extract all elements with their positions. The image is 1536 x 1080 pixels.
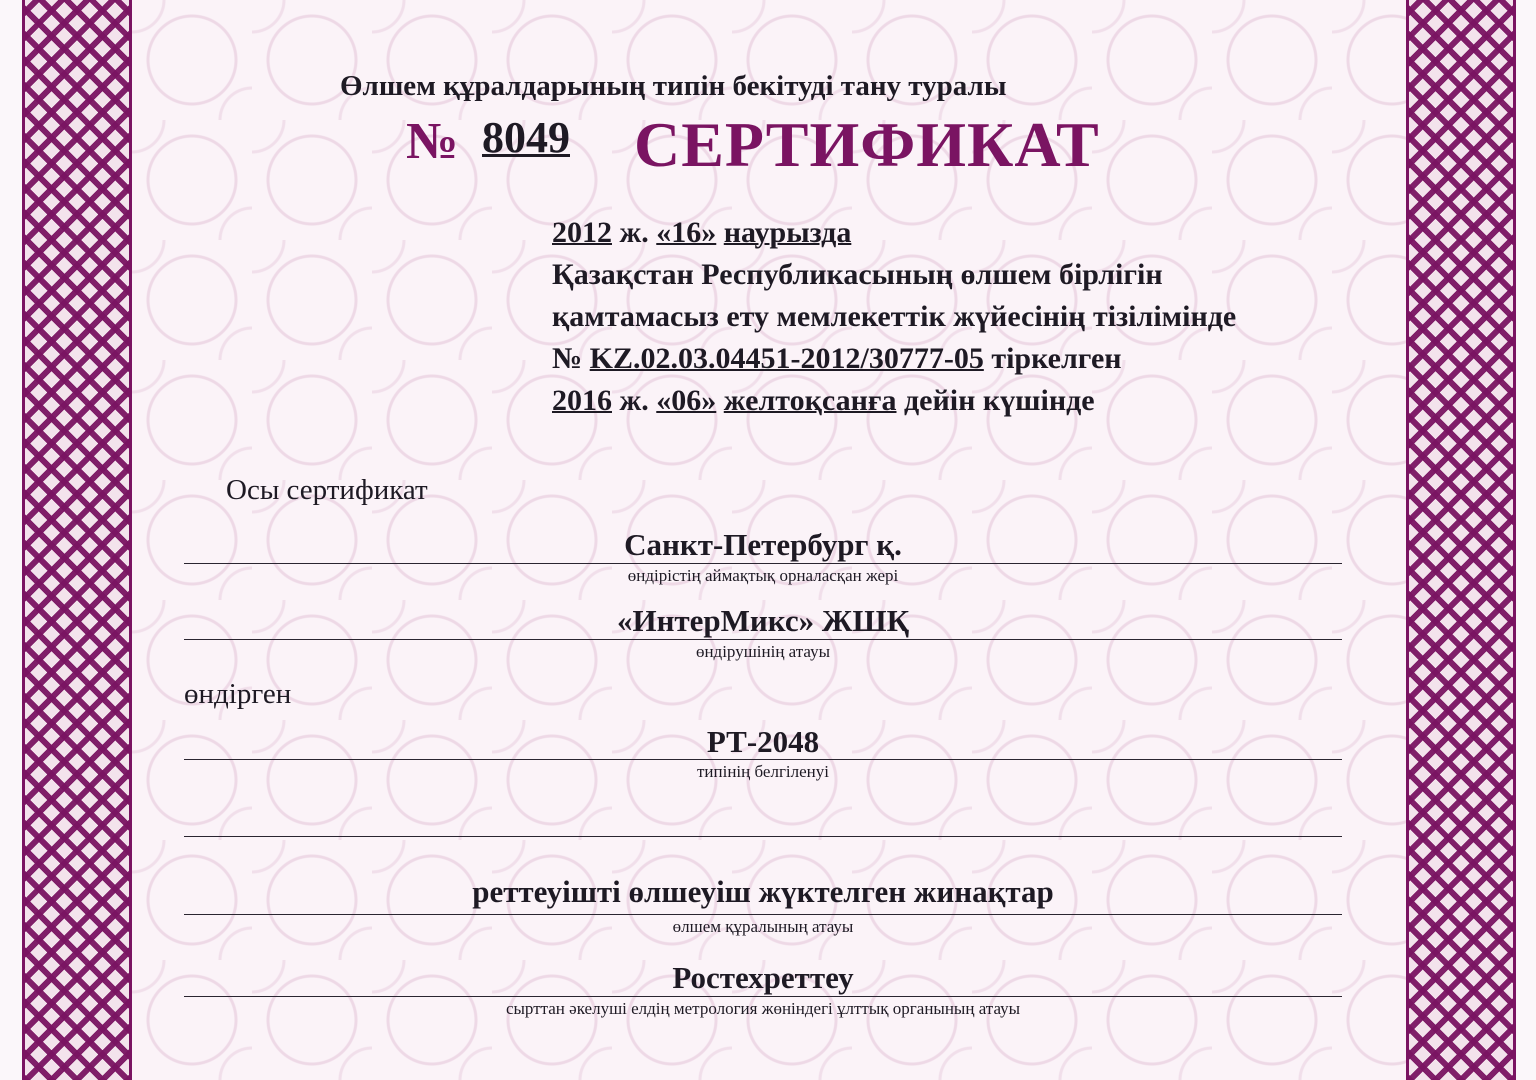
manufacturer-line: [184, 639, 1342, 640]
registration-number-line: [552, 342, 1122, 376]
certificate-body: [132, 0, 1406, 1080]
certificate-subtitle: Өлшем құралдарының типін бекітуді тану туралы: [340, 70, 1007, 102]
reg-suffix: тіркелген: [991, 342, 1122, 375]
instrument-value: реттеуішті өлшеуіш жүктелген жинақтар: [472, 874, 1054, 909]
blank-line: [184, 836, 1342, 837]
location-caption: өндірістің аймақтық орналасқан жері: [627, 566, 899, 585]
location-line: [184, 563, 1342, 564]
type-caption: типінің белгіленуі: [696, 762, 829, 781]
type-line: [184, 759, 1342, 760]
right-ornament-border: [1406, 0, 1516, 1080]
valid-year: 2016: [552, 384, 612, 417]
manufacturer-caption: өндірушінің атауы: [695, 642, 831, 661]
authority-line: [184, 996, 1342, 997]
instrument-line: [184, 914, 1342, 915]
issue-year-suffix: ж.: [619, 216, 649, 249]
certificate-number: 8049: [482, 113, 570, 162]
location-value: Санкт-Петербург қ.: [624, 527, 902, 562]
valid-day: «06»: [656, 384, 717, 417]
valid-year-suffix: ж.: [619, 384, 649, 417]
issue-date-line: [552, 216, 851, 250]
certificate-title: СЕРТИФИКАТ: [634, 109, 1100, 180]
intro-label: Осы сертификат: [226, 474, 428, 506]
authority-value: Ростехреттеу: [672, 960, 854, 995]
reg-number-sign: №: [552, 342, 583, 375]
valid-month: желтоқсанға: [723, 384, 897, 417]
type-value: РТ-2048: [706, 724, 820, 759]
issue-day: «16»: [656, 216, 717, 249]
validity-line: [552, 384, 1095, 418]
registry-line-2: қамтамасыз ету мемлекеттік жүйесінің тізілімінде: [552, 300, 1237, 333]
valid-suffix: дейін күшінде: [904, 384, 1095, 417]
instrument-caption: өлшем құралының атауы: [672, 917, 854, 936]
right-margin: [1516, 0, 1536, 1080]
left-border-outer-line: [22, 0, 25, 1080]
right-border-inner-line: [1406, 0, 1409, 1080]
authority-caption: сырттан әкелуші елдің метрология жөніндегі ұлттық органының атауы: [505, 999, 1021, 1018]
number-sign: №: [406, 113, 459, 170]
left-ornament-border: [22, 0, 132, 1080]
produced-label: өндірген: [184, 678, 292, 710]
issue-year: 2012: [552, 216, 612, 249]
manufacturer-value: «ИнтерМикс» ЖШҚ: [616, 603, 910, 638]
issue-month: наурызда: [723, 216, 852, 249]
registry-line-1: Қазақстан Республикасының өлшем бірлігін: [552, 258, 1163, 291]
left-margin: [0, 0, 22, 1080]
reg-number: KZ.02.03.04451-2012/30777-05: [589, 342, 984, 375]
